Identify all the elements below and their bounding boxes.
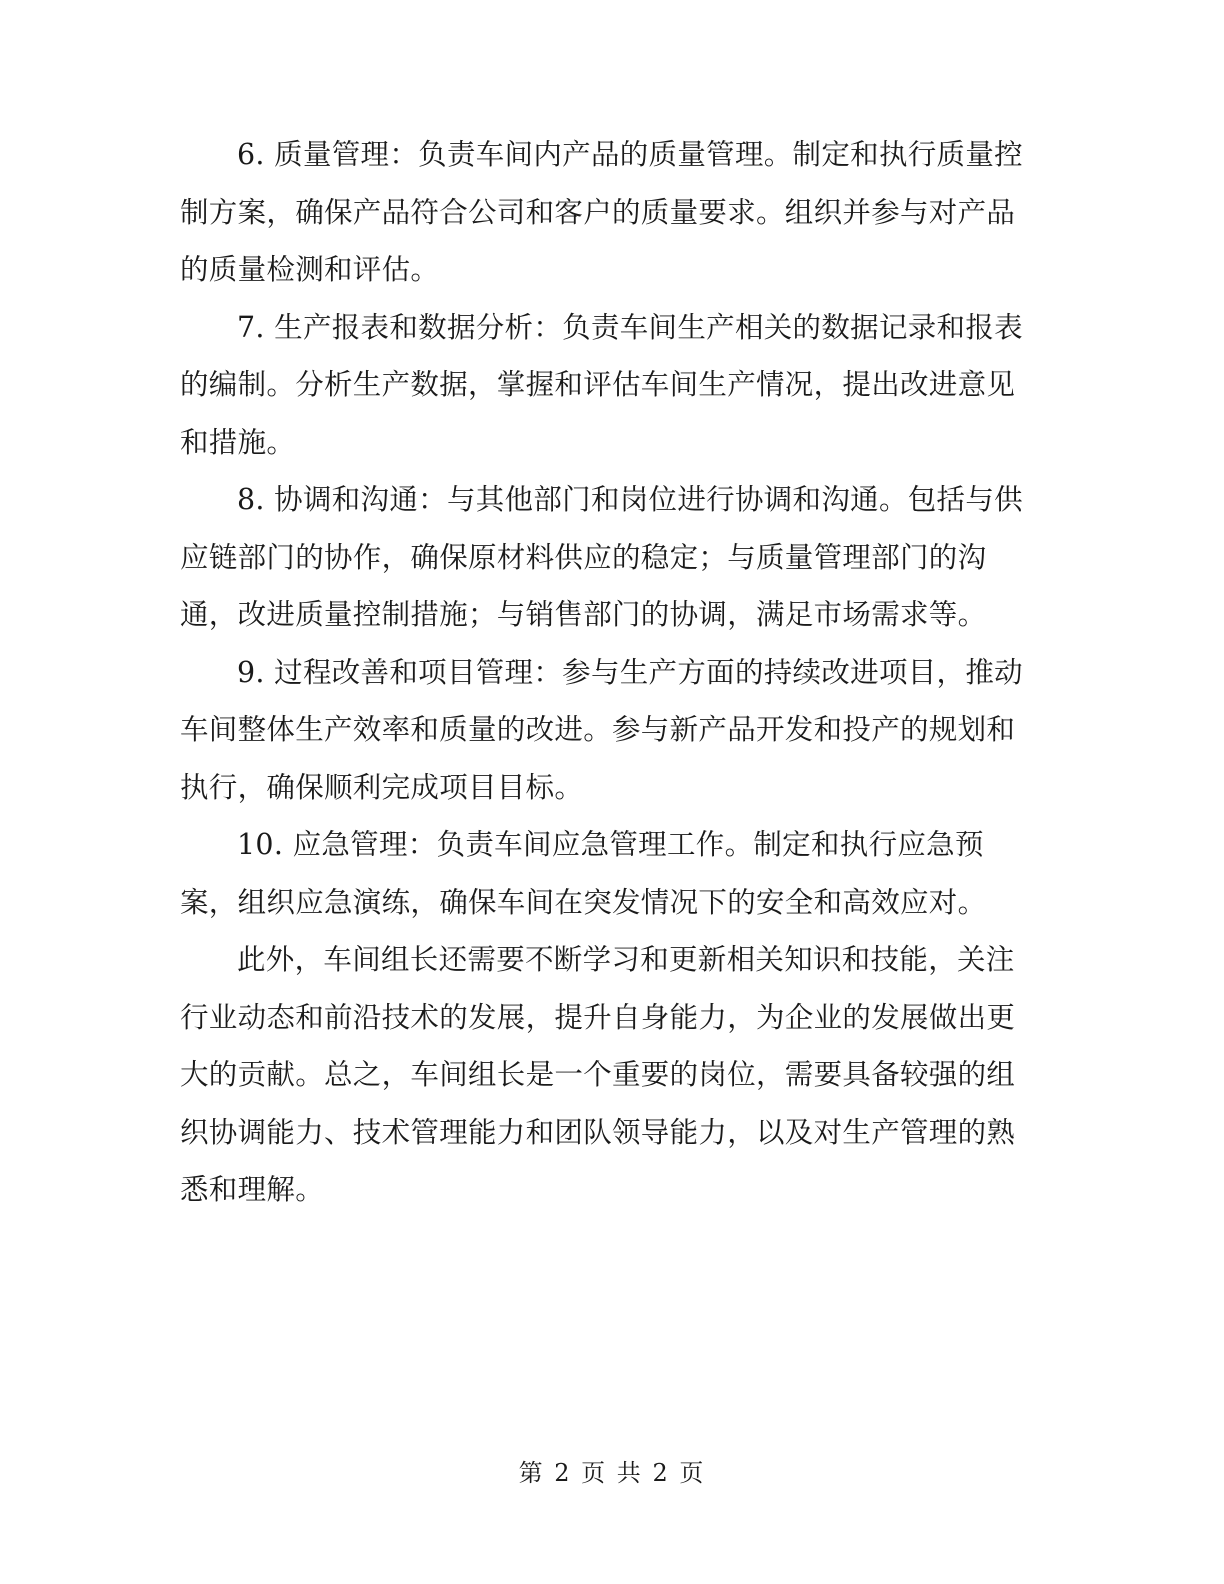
page-number-footer: 第 2 页 共 2 页 xyxy=(518,1459,706,1487)
document-body xyxy=(180,126,1030,1219)
paragraph-coordination: 8. 协调和沟通：与其他部门和岗位进行协调和沟通。包括与供应链部门的协作，确保原材料供应的稳定；与质量管理部门的沟通，改进质量控制措施；与销售部门的协调，满足市场需求等。 xyxy=(180,483,1023,631)
paragraph-conclusion: 此外，车间组长还需要不断学习和更新相关知识和技能，关注行业动态和前沿技术的发展，提升自身能力，为企业的发展做出更大的贡献。总之，车间组长是一个重要的岗位，需要具备较强的组织协调能力、技术管理能力和团队领导能力，以及对生产管理的熟悉和理解。 xyxy=(180,943,1016,1206)
paragraph-quality-management: 6. 质量管理：负责车间内产品的质量管理。制定和执行质量控制方案，确保产品符合公司和客户的质量要求。组织并参与对产品的质量检测和评估。 xyxy=(180,138,1023,286)
paragraph-process-improvement: 9. 过程改善和项目管理：参与生产方面的持续改进项目，推动车间整体生产效率和质量的改进。参与新产品开发和投产的规划和执行，确保顺利完成项目目标。 xyxy=(180,655,1023,804)
paragraph-emergency-management: 10. 应急管理：负责车间应急管理工作。制定和执行应急预案，组织应急演练，确保车间在突发情况下的安全和高效应对。 xyxy=(180,828,987,919)
paragraph-production-reports: 7. 生产报表和数据分析：负责车间生产相关的数据记录和报表的编制。分析生产数据，掌握和评估车间生产情况，提出改进意见和措施。 xyxy=(180,310,1023,459)
